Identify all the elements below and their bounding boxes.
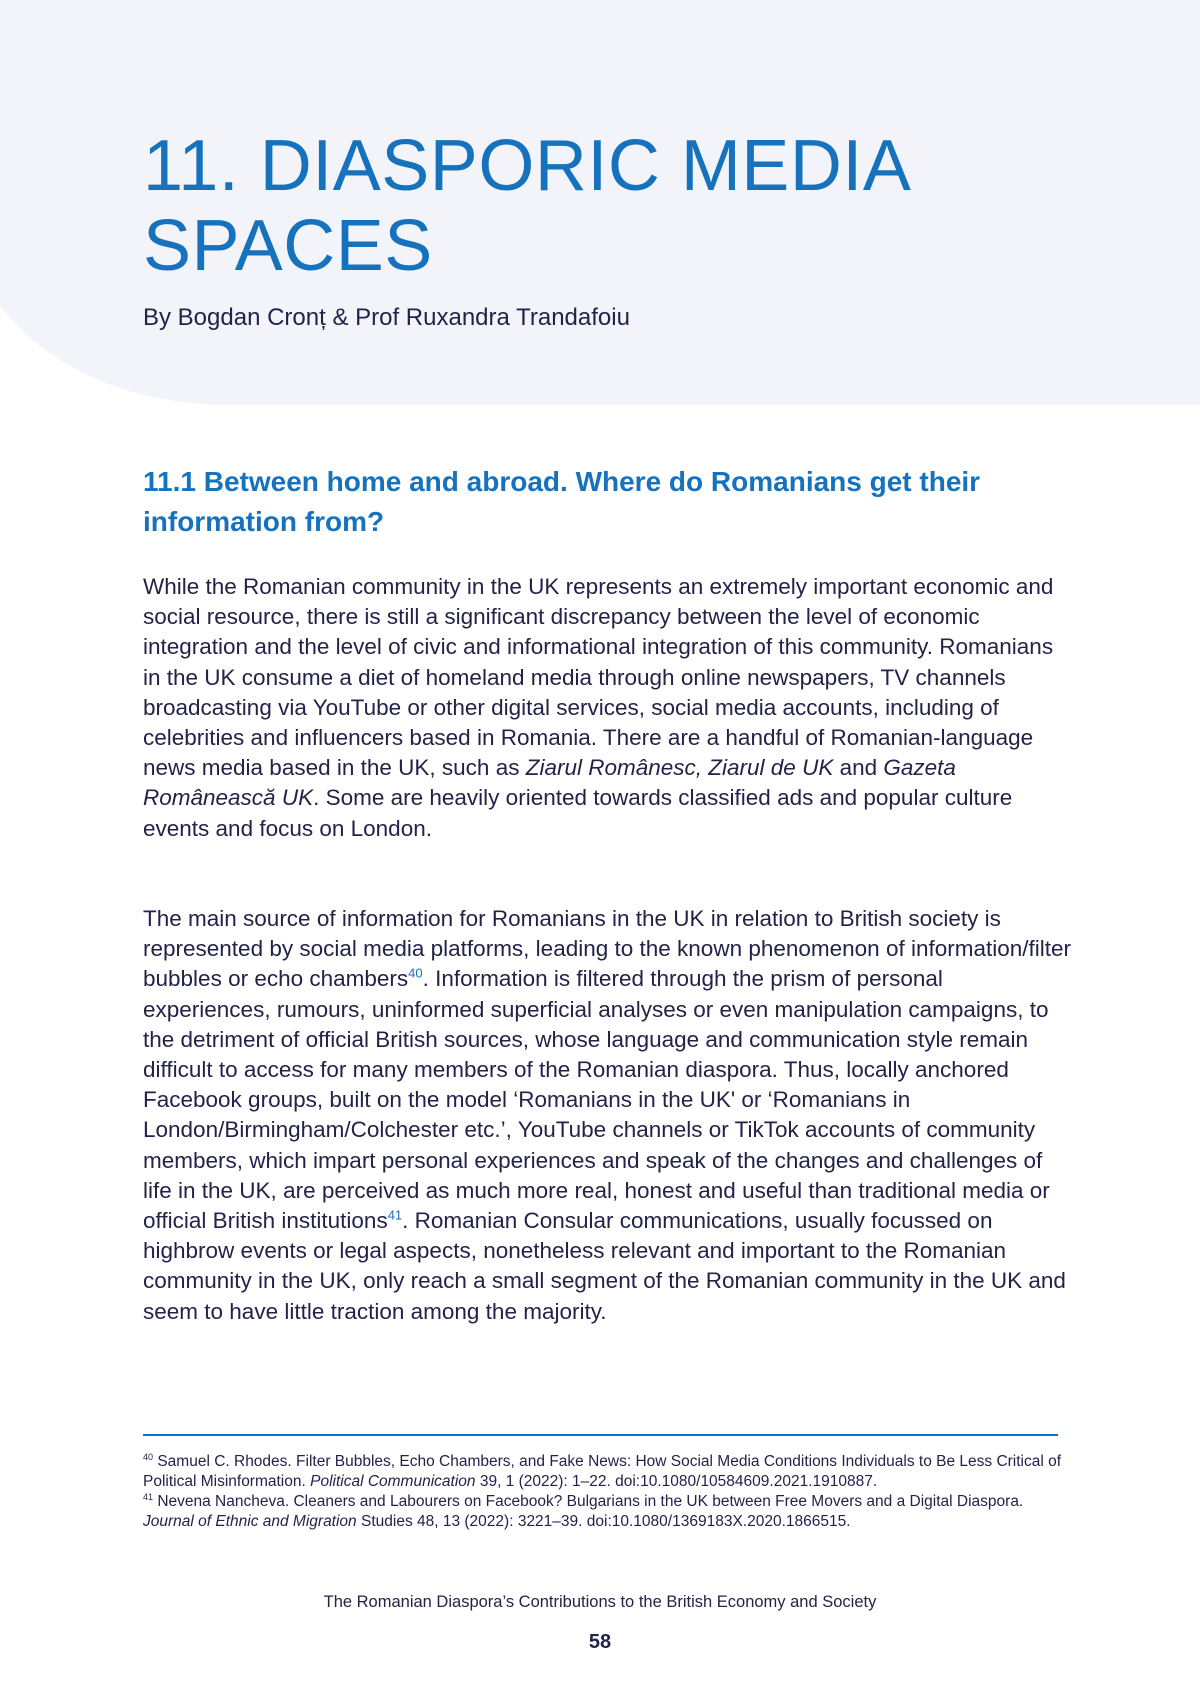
footnote-40 (143, 1452, 1073, 1492)
footnote-text: Nevena Nancheva. Cleaners and Labourers on Facebook? Bulgarians in the UK between Free Movers and a Digital Diaspora. (157, 1493, 1024, 1510)
body-paragraph-1 (143, 572, 1073, 844)
paragraph-text: . Some are heavily oriented towards classified ads and popular culture events and focus on London. (143, 785, 1013, 841)
publication-names: Ziarul Românesc, Ziarul de UK (525, 755, 834, 781)
footnote-reference-41[interactable]: 41 (387, 1207, 403, 1223)
footnote-number: 40 (143, 1451, 154, 1462)
paragraph-text: . Romanian Consular communications, usually focussed on highbrow events or legal aspects, nonetheless relevant and important to the Romanian community in the UK, only reach a small segment of the Romanian community in the UK and seem to have little traction among the majority. (143, 1208, 1066, 1324)
byline: By Bogdan Cronț & Prof Ruxandra Trandafoiu (143, 304, 630, 331)
page-number: 58 (588, 1631, 612, 1653)
footnotes (143, 1452, 1073, 1532)
footnote-text: Studies 48, 13 (2022): 3221–39. doi:10.1080/1369183X.2020.1866515. (356, 1513, 851, 1530)
chapter-title: 11. DIASPORIC MEDIA SPACES (143, 126, 908, 286)
journal-name: Journal of Ethnic and Migration (143, 1513, 357, 1530)
footnote-text: Samuel C. Rhodes. Filter Bubbles, Echo Chambers, and Fake News: How Social Media Conditions Individuals to Be Less Critical of Political Misinformation. (143, 1453, 1062, 1490)
footnote-number: 41 (143, 1491, 154, 1502)
paragraph-text: and (833, 755, 884, 781)
journal-name: Political Communication (310, 1473, 476, 1490)
paragraph-text: While the Romanian community in the UK represents an extremely important economic and social resource, there is still a significant discrepancy between the level of economic integration and the level of civic and informational integration of this community. Romanians in the UK consume a diet of homeland media through online newspapers, TV channels broadcasting via YouTube or other digital services, social media accounts, including of celebrities and influencers based in Romania. There are a handful of Romanian-language news media based in the UK, such as (143, 574, 1054, 781)
footer-title: The Romanian Diaspora’s Contributions to the British Economy and Society (323, 1593, 877, 1611)
paragraph-text: The main source of information for Romanians in the UK in relation to British society is represented by social media platforms, leading to the known phenomenon of information/filter bubbles or echo chambers (143, 906, 1072, 992)
section-heading: 11.1 Between home and abroad. Where do Romanians get their information from? (143, 466, 981, 537)
footnote-divider (143, 1434, 1058, 1436)
publication-name: Gazeta Românească UK (143, 755, 956, 811)
footnote-text: 39, 1 (2022): 1–22. doi:10.1080/10584609.2021.1910887. (475, 1473, 878, 1490)
body-paragraph-2 (143, 904, 1073, 1327)
paragraph-text: . Information is filtered through the prism of personal experiences, rumours, uninformed superficial analyses or even manipulation campaigns, to the detriment of official British sources, whose language and communication style remain difficult to access for many members of the Romanian diaspora. Thus, locally anchored Facebook groups, built on the model ‘Romanians in the UK' or ‘Romanians in London/Birmingham/Colchester etc.’, YouTube channels or TikTok accounts of community members, which impart personal experiences and speak of the changes and challenges of life in the UK, are perceived as much more real, honest and useful than traditional media or official British institutions (143, 966, 1050, 1234)
footnote-41 (143, 1492, 1073, 1532)
footnote-reference-40[interactable]: 40 (408, 965, 423, 981)
